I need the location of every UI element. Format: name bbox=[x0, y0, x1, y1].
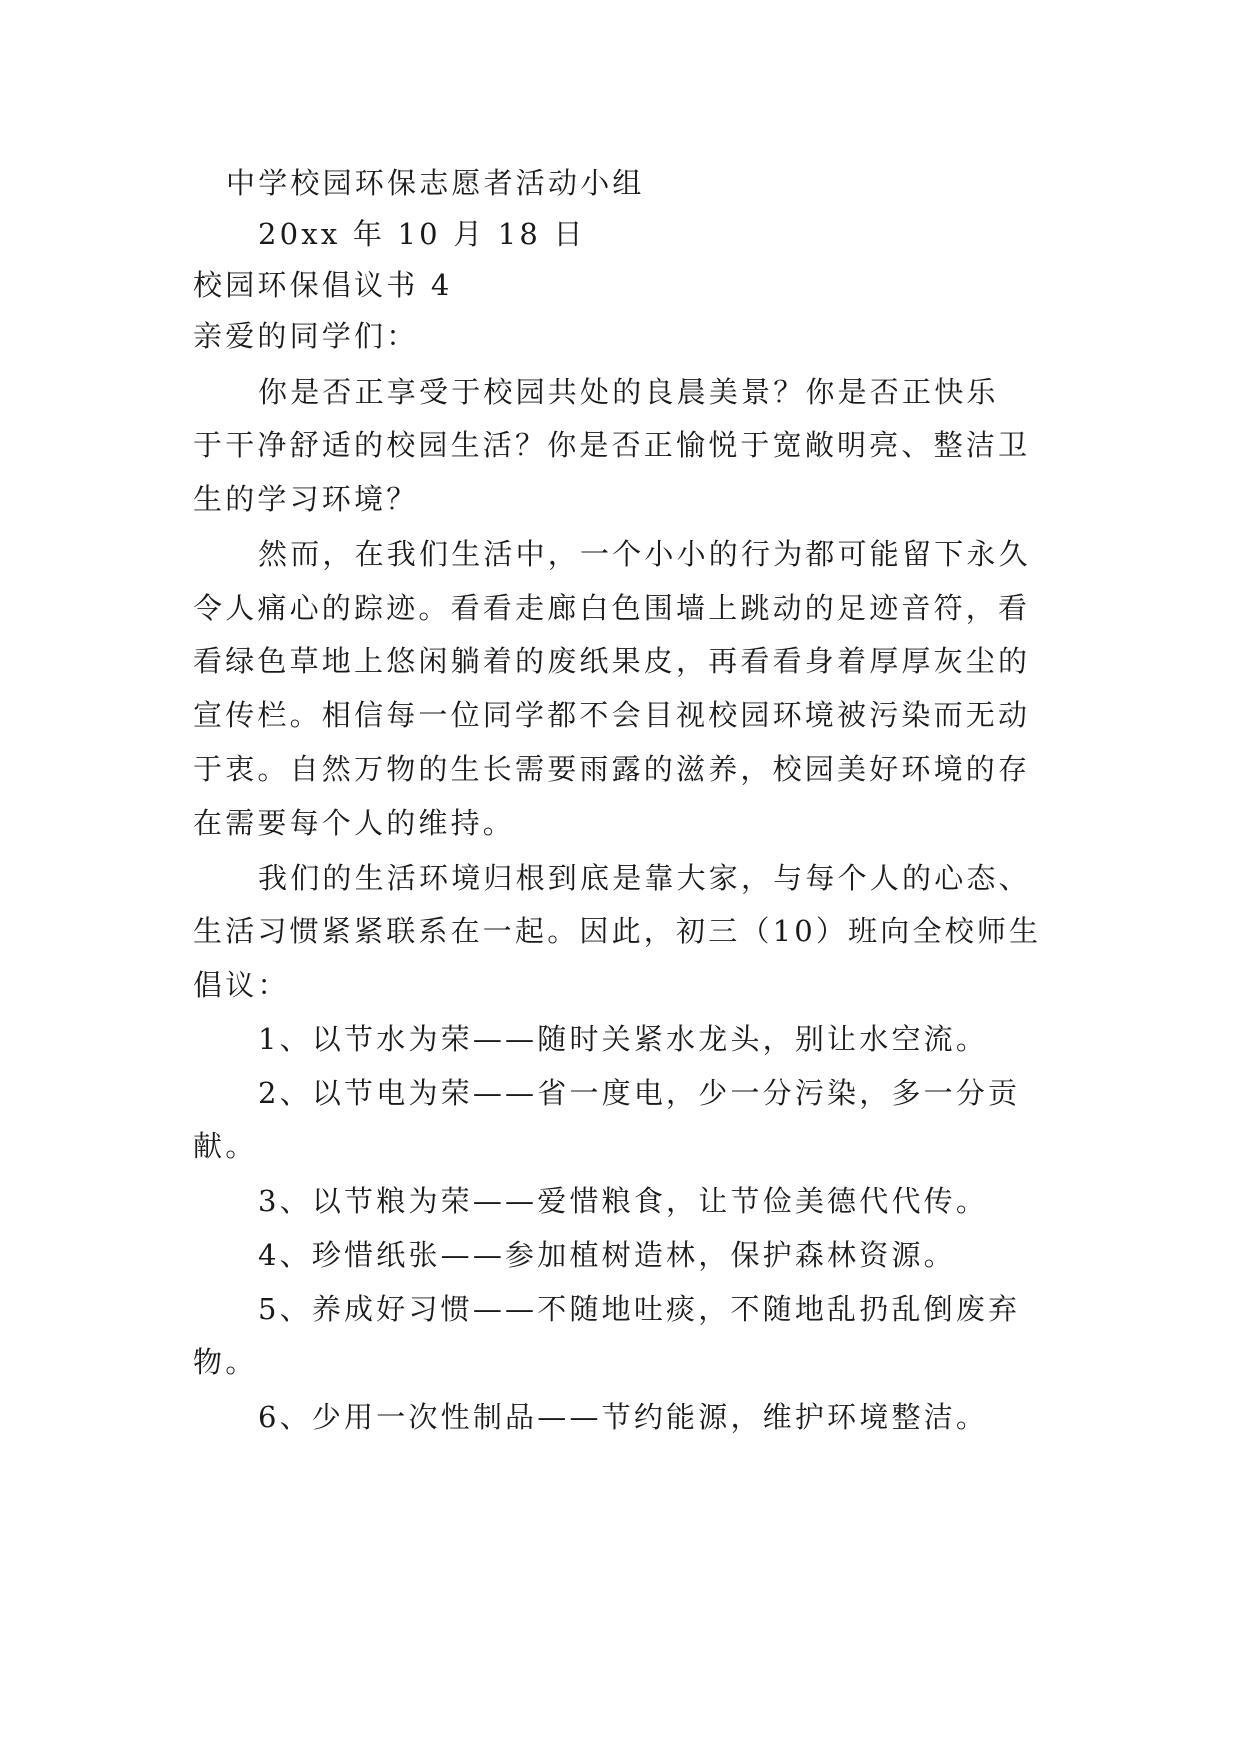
list-item: 1、以节水为荣——随时关紧水龙头，别让水空流。 bbox=[258, 1022, 989, 1056]
list-item-continuation: 物。 bbox=[193, 1345, 258, 1379]
paragraph-line: 宣传栏。相信每一位同学都不会目视校园环境被污染而无动 bbox=[193, 698, 1031, 732]
list-item: 6、少用一次性制品——节约能源，维护环境整洁。 bbox=[258, 1400, 989, 1434]
paragraph-line: 然而，在我们生活中，一个小小的行为都可能留下永久 bbox=[258, 537, 1031, 571]
document-title: 校园环保倡议书 4 bbox=[193, 268, 453, 302]
salutation: 亲爱的同学们： bbox=[193, 319, 419, 353]
paragraph-line: 于干净舒适的校园生活？你是否正愉悦于宽敞明亮、整洁卫 bbox=[193, 428, 1031, 462]
list-item: 2、以节电为荣——省一度电，少一分污染，多一分贡 bbox=[258, 1076, 1021, 1110]
paragraph-line: 于衷。自然万物的生长需要雨露的滋养，校园美好环境的存 bbox=[193, 752, 1031, 786]
paragraph-line: 倡议： bbox=[193, 968, 290, 1002]
list-item: 5、养成好习惯——不随地吐痰，不随地乱扔乱倒废弃 bbox=[258, 1292, 1021, 1326]
paragraph-line: 令人痛心的踪迹。看看走廊白色围墙上跳动的足迹音符，看 bbox=[193, 591, 1031, 625]
paragraph-line: 在需要每个人的维持。 bbox=[193, 806, 516, 840]
paragraph-line: 生活习惯紧紧联系在一起。因此，初三（10）班向全校师生 bbox=[193, 914, 1042, 948]
paragraph-line: 你是否正享受于校园共处的良晨美景？你是否正快乐 bbox=[258, 375, 999, 409]
list-item: 4、珍惜纸张——参加植树造林，保护森林资源。 bbox=[258, 1238, 956, 1272]
list-item: 3、以节粮为荣——爱惜粮食，让节俭美德代代传。 bbox=[258, 1184, 989, 1218]
paragraph-line: 我们的生活环境归根到底是靠大家，与每个人的心态、 bbox=[258, 861, 1031, 895]
closing-org: 中学校园环保志愿者活动小组 bbox=[226, 166, 645, 200]
paragraph-line: 生的学习环境？ bbox=[193, 482, 419, 516]
paragraph-line: 看绿色草地上悠闲躺着的废纸果皮，再看看身着厚厚灰尘的 bbox=[193, 644, 1031, 678]
list-item-continuation: 献。 bbox=[193, 1129, 258, 1163]
closing-date: 20xx 年 10 月 18 日 bbox=[258, 217, 586, 251]
